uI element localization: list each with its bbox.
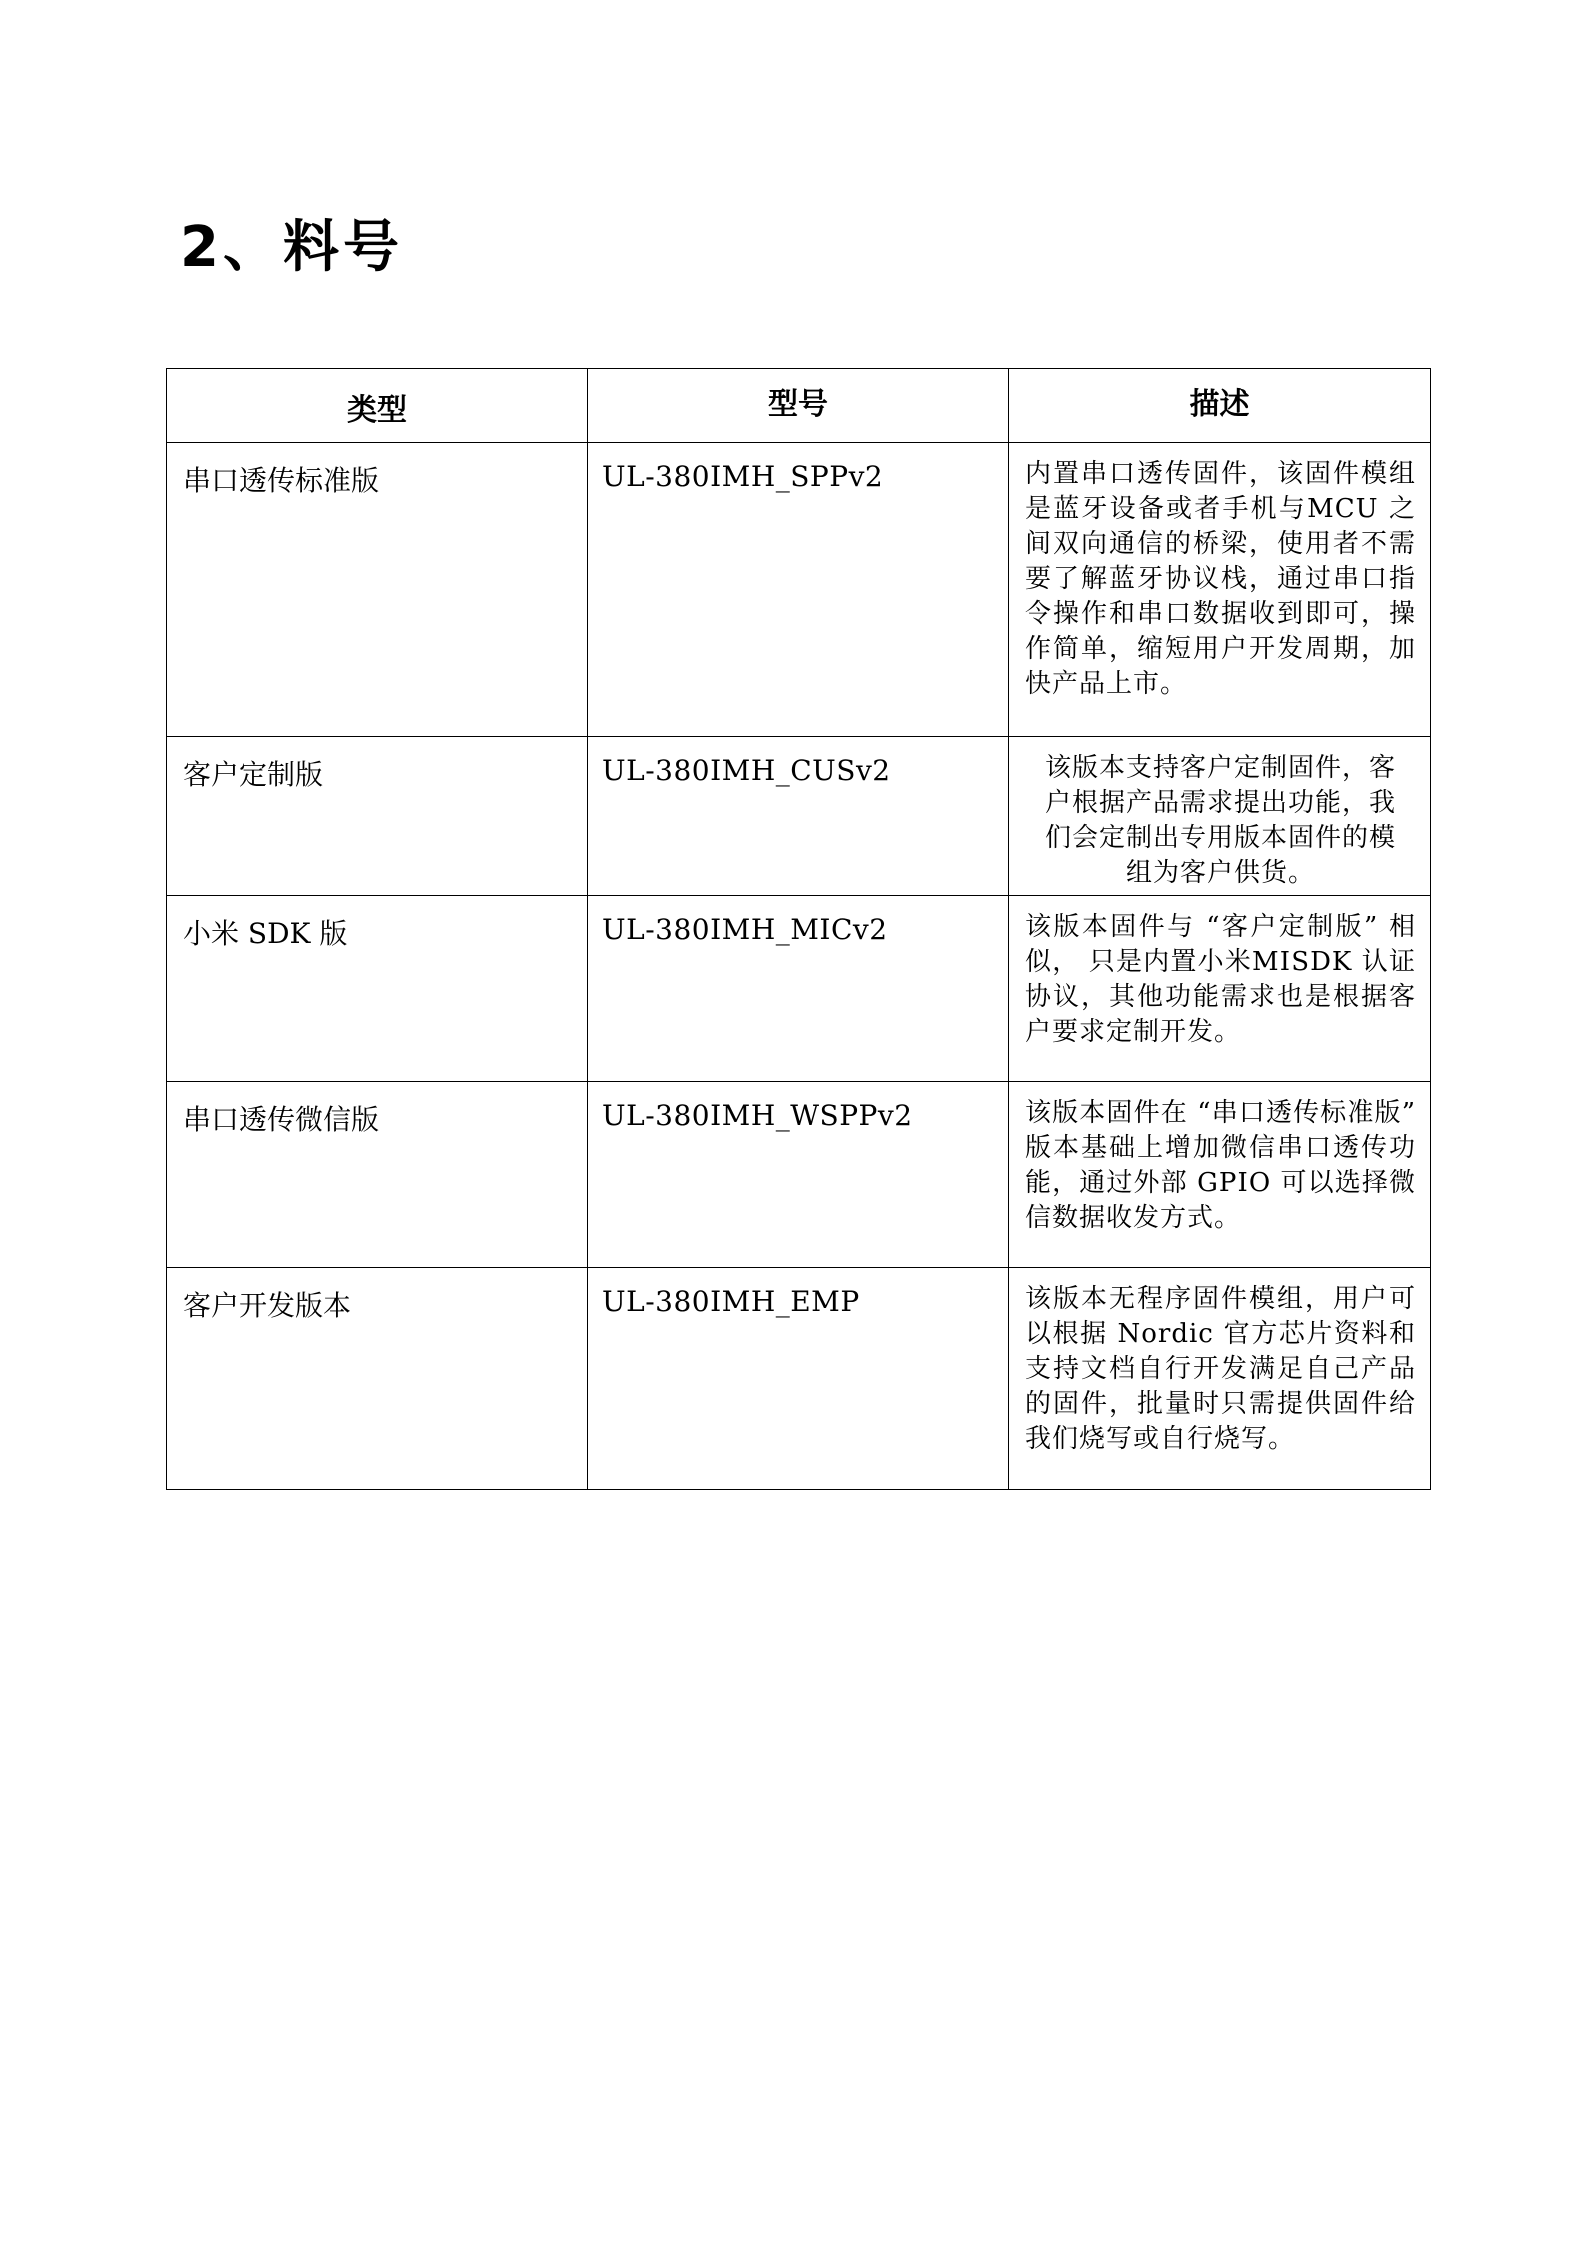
description-cell: 内置串口透传固件，该固件模组是蓝牙设备或者手机与MCU 之间双向通信的桥梁，使用者不需要了解蓝牙协议栈，通过串口指令操作和串口数据收到即可，操作简单，缩短用户开发周期，加快产品上市。 [1009,443,1431,737]
part-number-table [166,368,1431,1490]
table-row [167,737,1431,896]
type-cell: 串口透传微信版 [167,1082,588,1268]
type-cell: 客户开发版本 [167,1268,588,1490]
type-cell: 串口透传标准版 [167,443,588,737]
description-cell: 该版本无程序固件模组，用户可以根据 Nordic 官方芯片资料和支持文档自行开发满足自己产品的固件，批量时只需提供固件给我们烧写或自行烧写。 [1009,1268,1431,1490]
table-row [167,443,1431,737]
type-cell: 小米 SDK 版 [167,896,588,1082]
description-cell: 该版本支持客户定制固件，客户根据产品需求提出功能，我们会定制出专用版本固件的模组为客户供货。 [1009,737,1431,896]
header-model: 型号 [588,369,1009,443]
description-cell: 该版本固件与 “客户定制版” 相似， 只是内置小米MⅠSDK 认证协议，其他功能需求也是根据客户要求定制开发。 [1009,896,1431,1082]
model-cell: UL-380ⅠMH_SPPv2 [588,443,1009,737]
table-header-row [167,369,1431,443]
model-cell: UL-380ⅠMH_CUSv2 [588,737,1009,896]
table-row [167,1268,1431,1490]
header-type: 类型 [167,369,588,443]
model-cell: UL-380ⅠMH_EMP [588,1268,1009,1490]
type-cell: 客户定制版 [167,737,588,896]
description-cell: 该版本固件在 “串口透传标准版” 版本基础上增加微信串口透传功能，通过外部 GPⅠO 可以选择微信数据收发方式。 [1009,1082,1431,1268]
table-row [167,1082,1431,1268]
model-cell: UL-380ⅠMH_MⅠCv2 [588,896,1009,1082]
header-description: 描述 [1009,369,1431,443]
section-heading: 2、料号 [180,215,403,280]
model-cell: UL-380ⅠMH_WSPPv2 [588,1082,1009,1268]
table-row [167,896,1431,1082]
